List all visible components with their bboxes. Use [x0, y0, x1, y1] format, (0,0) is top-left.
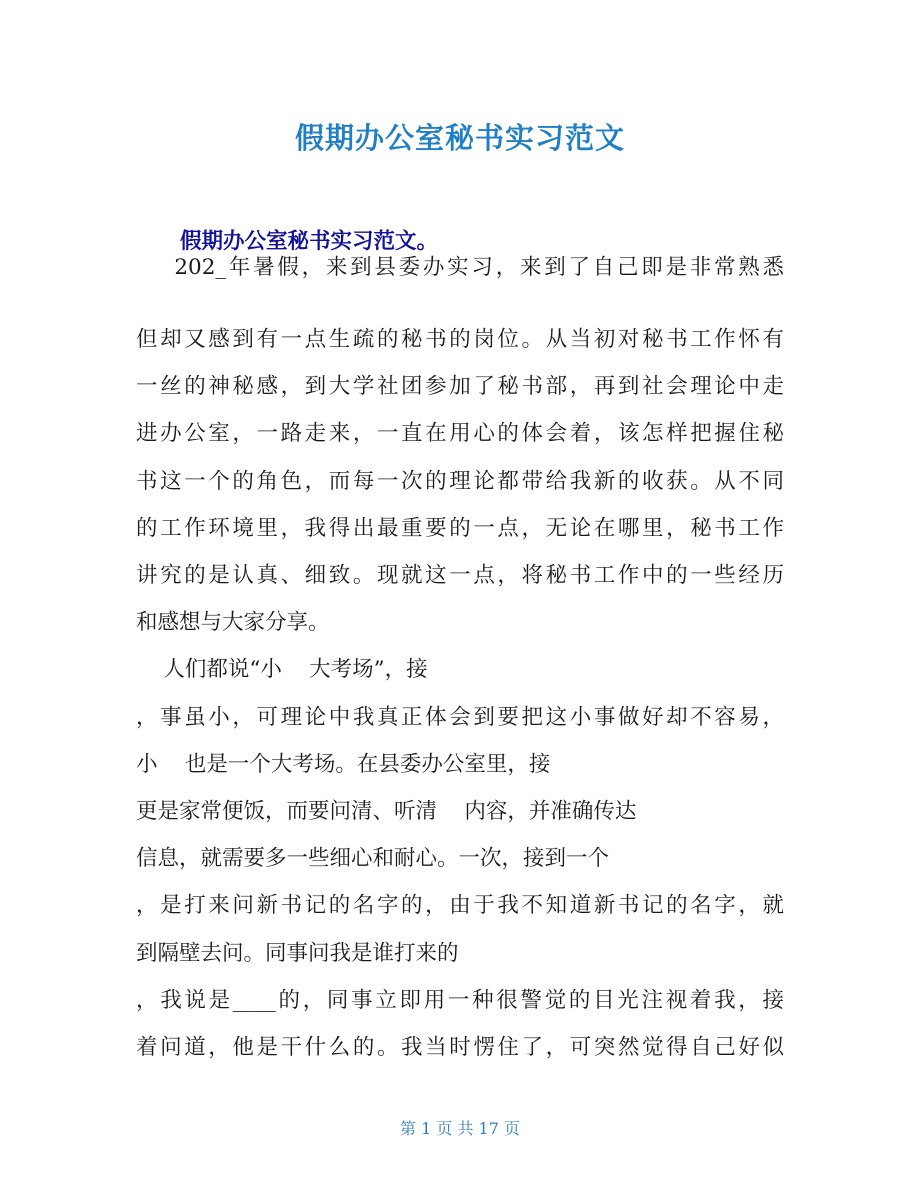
body-line: 进办公室，一路走来，一直在用心的体会着，该怎样把握住秘 — [136, 421, 784, 446]
body-line: ，事虽小，可理论中我真正体会到要把这小事做好却不容易， — [136, 705, 784, 730]
body-line: ，我说是____的，同事立即用一种很警觉的目光注视着我，接 — [136, 988, 784, 1013]
body-line: 202_年暑假，来到县委办实习，来到了自己即是非常熟悉 — [136, 255, 784, 280]
body-line: 信息，就需要多一些细心和耐心。一次，接到一个 — [136, 846, 610, 871]
document-subtitle: 假期办公室秘书实习范文。 — [180, 229, 439, 254]
body-line: 人们都说“小 大考场”，接 — [136, 657, 428, 682]
body-line: 讲究的是认真、细致。现就这一点，将秘书工作中的一些经历 — [136, 563, 784, 588]
body-line: 但却又感到有一点生疏的秘书的岗位。从当初对秘书工作怀有 — [136, 327, 784, 352]
body-line: 更是家常便饭，而要问清、听清 内容，并准确传达 — [136, 799, 637, 824]
page-number-footer: 第 1 页 共 17 页 — [400, 1119, 520, 1138]
body-line: 书这一个的角色，而每一次的理论都带给我新的收获。从不同 — [136, 469, 784, 494]
body-line: 和感想与大家分享。 — [136, 610, 330, 635]
body-line: 小 也是一个大考场。在县委办公室里，接 — [136, 752, 551, 777]
body-line: ，是打来问新书记的名字的，由于我不知道新书记的名字，就 — [136, 893, 784, 918]
document-title: 假期办公室秘书实习范文 — [294, 121, 625, 155]
body-line: 到隔壁去问。同事问我是谁打来的 — [136, 941, 459, 966]
body-line: 着问道，他是干什么的。我当时愣住了，可突然觉得自己好似 — [136, 1035, 784, 1060]
body-line: 一丝的神秘感，到大学社团参加了秘书部，再到社会理论中走 — [136, 374, 784, 399]
body-line: 的工作环境里，我得出最重要的一点，无论在哪里，秘书工作 — [136, 516, 784, 541]
